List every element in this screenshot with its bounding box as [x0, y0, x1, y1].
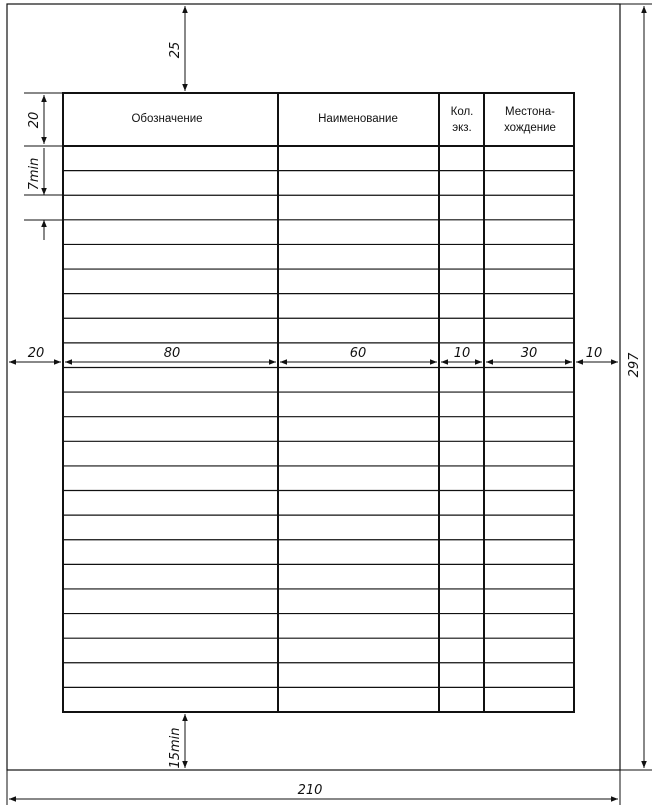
dim-bottom-margin-label: 15min: [168, 727, 183, 769]
header-name: Наименование: [318, 113, 398, 125]
dim-left-margin-label: 20: [27, 346, 45, 361]
table-rows: [63, 171, 574, 688]
dim-top-margin-label: 25: [168, 41, 183, 59]
table-frame: [63, 93, 574, 712]
sheet-border: [7, 4, 620, 770]
header-designation: Обозначение: [131, 113, 203, 125]
header-location-line1: Местона-: [505, 106, 555, 118]
dim-quantity-width-label: 10: [453, 346, 471, 361]
dim-row-height-label: 7min: [27, 157, 42, 191]
dim-right-margin-label: 10: [585, 346, 603, 361]
dim-name-width-label: 60: [349, 346, 367, 361]
header-quantity-line1: Кол.: [450, 106, 474, 118]
header-quantity-line2: экз.: [452, 122, 472, 134]
dim-sheet-width-label: 210: [297, 783, 323, 798]
dim-location-width-label: 30: [520, 346, 538, 361]
dim-sheet-height-label: 297: [627, 352, 642, 378]
header-location-line2: хождение: [504, 122, 556, 134]
dim-header-height-label: 20: [27, 111, 42, 129]
dim-designation-width-label: 80: [163, 346, 181, 361]
